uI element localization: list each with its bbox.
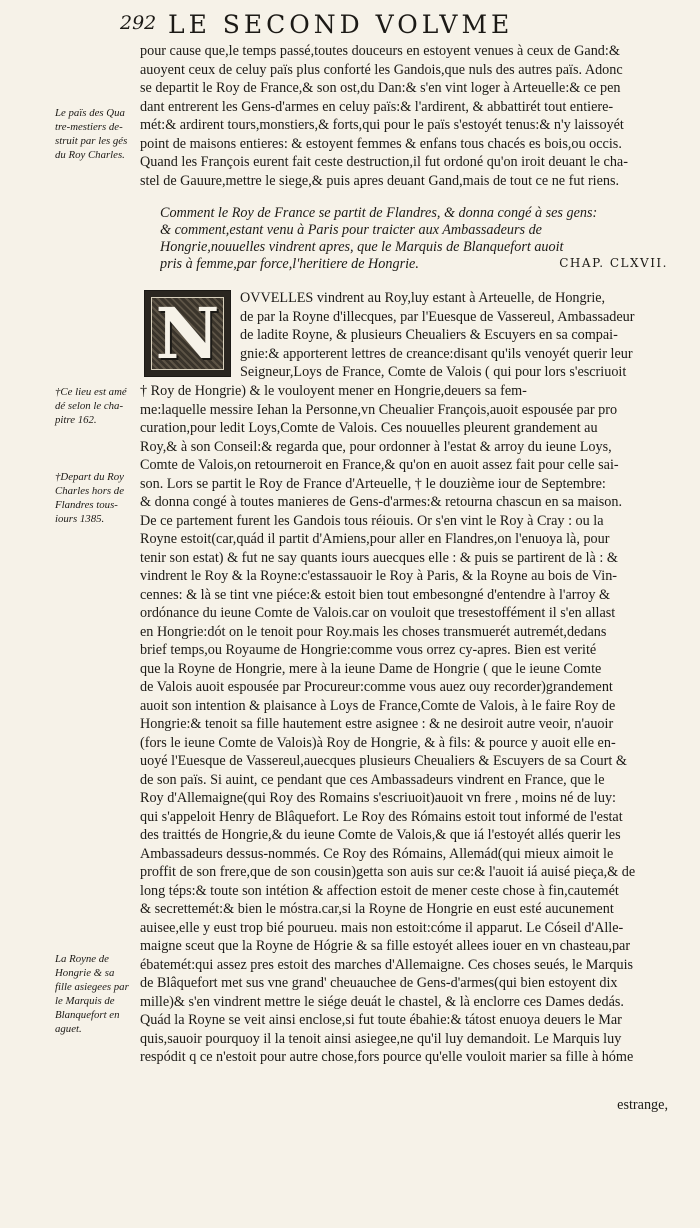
margin-note-line: du Roy Charles. [55,149,125,161]
text-line: Seigneur,Loys de France, Comte de Valois ( qui pour lors s'escriuoit [240,364,627,380]
text-line: des traittés de Hongrie,& du ieune Comte de Valois,& que iá l'estoyét allés querir les [140,827,621,843]
margin-note-line: pitre 162. [55,414,97,426]
margin-note-line: iours 1385. [55,513,105,525]
text-line: ordónance du ieune Comte de Valois.car on vouloit que tresestoffément il s'en allast [140,605,616,621]
text-line: de Valois auoit espousée par Procureur:comme vous auez ouy recorder)grandement [140,679,613,695]
text-line: point de maisons entieres: & estoyent femmes & enfans tous chacés es bois,ou occis. [140,135,622,152]
text-line: Quád la Royne se veit ainsi enclose,si fut toute ébahie:& tátost enuoya deuers le Mar [140,1012,622,1028]
text-line: maigne sceut que la Royne de Hógrie & sa fille estoyét allees iouer en vn chasteau,par [140,938,631,954]
text-line: de ladite Royne, & plusieurs Cheualiers & Escuyers en sa compai- [240,327,618,343]
margin-note-line: †Depart du Roy [55,471,124,483]
margin-note-line: †Ce lieu est amé [55,386,127,398]
text-line: dant entrerent les Gens-d'armes en celuy païs:& l'ardirent, & abbattirét tout entiere- [140,98,614,115]
text-line: mille)& s'en vindrent mettre le siége deuát le chastel, & là enclorre ces Dames dedás. [140,993,624,1010]
chapter-heading-line: Hongrie,nouuelles vindrent apres, que le Marquis de Blanquefort auoit [160,239,564,255]
catchword: estrange, [617,1097,668,1113]
margin-note-line: Le païs des Qua [55,107,125,119]
text-line: pour cause que,le temps passé,toutes douceurs en estoyent venues à ceux de Gand:& [140,43,620,59]
text-line: † Roy de Hongrie) & le vouloyent mener en Hongrie,deuers sa fem- [140,383,527,399]
text-line: vindrent le Roy & la Royne:c'estassauoir le Roy à Paris, & la Royne au bois de Vin- [140,568,618,584]
text-line: Ambassadeurs dessus-nommés. Ce Roy des Rómains, Allemád(qui mieux aimoit le [140,845,614,862]
text-line: qui s'appeloit Henry de Blâquefort. Le Roy des Rómains estoit tout informé de l'estat [140,808,623,825]
text-line: tenir son estat) & fut ne say quants iours auecques elle : & puis se partirent de là : & [140,549,618,566]
margin-note-4 [55,952,135,1036]
text-line: & donna congé à toutes manieres de Gens-d'armes:& retourna chascun en sa maison. [140,494,623,510]
margin-note-3 [55,470,135,526]
text-line: Comte de Valois,on retourneroit en France,& qu'on en auoit assez fait pour celle sai- [140,457,619,473]
body-text-beside-initial [240,289,668,382]
text-line: Roy,& à son Conseil:& regarda que, pour ordonner à l'estat & arroy du ieune Loys, [140,438,612,455]
chapter-heading-line: & comment,estant venu à Paris pour traicter aux Ambassadeurs de [160,222,542,238]
margin-note-line: Flandres tous- [55,499,118,511]
text-line: proffit de son frere,que de son cousin)getta son auis sur ce:& l'auoit iá auisé pieça,& de [140,864,636,880]
text-line: gnie:& apporterent lettres de creance:disant qu'ils venoyét querir leur [240,345,633,362]
chapter-heading-line: pris à femme,par force,l'heritiere de Hongrie. [160,256,419,272]
text-line: auoyent ceux de celuy païs plus conforté les Gandois,que nuls des autres païs. Adonc [140,61,623,78]
body-text-main [140,382,668,1067]
text-line: son. Lors se partit le Roy de France d'Arteuelle, † le douzième iour de Septembre: [140,475,606,492]
text-line: auisee,elle y eust trop bié pourueu. mais non estoit:cóme il apparut. Le Cóseil d'Alle- [140,919,624,936]
text-line: uoyé l'Euesque de Vassereul,auecques plusieurs Cheualiers & Escuyers de sa Court & [140,753,627,769]
text-line: long téps:& toute son intétion & affection estoit de mener ceste chose à fin,cautemét [140,882,619,899]
text-line: mét:& ardirent tours,monstiers,& forts,qui pour le païs s'estoyét tenus:& n'y laissoyét [140,117,624,133]
drop-cap-letter: N [151,297,224,370]
margin-note-line: le Marquis de [55,995,115,1007]
margin-note-line: tre-mestiers de- [55,121,123,133]
text-line: respódit q ce n'estoit pour autre chose,fors pource qu'elle vouloit marier sa fille à hóme [140,1049,634,1065]
text-line: de par la Royne d'illecques, par l'Euesque de Vassereul, Ambassadeur [240,308,635,325]
text-line: & secrettemét:& bien le móstra.car,si la Royne de Hongrie en eust esté aucunement [140,901,614,917]
text-line: cennes: & là se tint vne piéce:& estoit bien tout embesongné d'entendre à l'arroy & [140,586,611,603]
margin-note-line: La Royne de [55,953,109,965]
chapter-heading [160,205,668,273]
margin-note-line: Hongrie & sa [55,967,115,979]
chapter-heading-line: Comment le Roy de France se partit de Flandres, & donna congé à ses gens: [160,205,598,221]
text-line: Hongrie:& tenoit sa fille hautement estre asignee : & ne desiroit autre veoir, n'auoir [140,716,614,732]
text-line: stel de Gauure,mettre le siege,& puis apres deuant Gand,mais de tout ce ne fut riens. [140,172,620,189]
text-line: auoit son intention & plaisance à Loys de France,Comte de Valois, à le faire Roy de [140,697,616,714]
running-head: LE SECOND VOLVME [168,10,514,39]
margin-note-line: aguet. [55,1023,82,1035]
text-line: quis,sauoir pourquoy il la tenoit ainsi asiegee,ne qu'il luy demandoit. Le Marquis luy [140,1030,622,1047]
text-line: Quand les François eurent fait ceste destruction,il fut ordoné qu'on iroit deuant le cha- [140,154,628,170]
text-line: ébatemét:qui assez pres estoit des marches d'Allemaigne. Ces choses seués, le Marquis [140,956,634,973]
text-line: se departit le Roy de France,& son ost,du Dan:& s'en vint loger à Arteuelle:& ce pen [140,80,621,96]
margin-note-line: dé selon le cha- [55,400,124,412]
body-text-top [140,42,668,190]
text-line: OVVELLES vindrent au Roy,luy estant à Arteuelle, de Hongrie, [240,290,606,306]
margin-note-line: Blanquefort en [55,1009,120,1021]
text-line: curation,pour ledit Loys,Comte de Valois. Ces nouuelles pleurent grandement au [140,420,598,436]
margin-note-line: fille asiegees par [55,981,129,993]
page-number: 292 [120,12,157,34]
margin-note-line: Charles hors de [55,485,124,497]
text-line: que la Royne de Hongrie, mere à la ieune Dame de Hongrie ( que le ieune Comte [140,660,602,677]
margin-note-line: struit par les gés [55,135,128,147]
text-line: Roy d'Allemaigne(qui Roy des Romains s'escriuoit)auoit vn frere , moins né de luy: [140,790,616,806]
text-line: (fors le ieune Comte de Valois)à Roy de Hongrie, & à fils: & pource y auoit elle en- [140,734,616,751]
text-line: de son païs. Si auint, ce pendant que ces Ambassadeurs vindrent en France, que le [140,771,605,788]
text-line: de Blâquefort met sus vne grand' cheuauchee de Gens-d'armes(qui bien estoyent dix [140,975,618,991]
decorated-initial [144,290,231,377]
text-line: me:laquelle messire Iehan la Personne,vn Cheualier François,auoit espousée par pro [140,401,618,418]
text-line: Royne estoit(car,quád il partit d'Amiens,pour aller en Flandres,on l'enuoya là, pour [140,531,610,547]
text-line: brief temps,ou Royaume de Hongrie:comme vous orrez cy-apres. Bien est verité [140,642,597,658]
text-line: en Hongrie:dót on le tenoit pour Roy.mais les choses transmuerét autremét,dedans [140,623,607,640]
chapter-label: CHAP. CLXVII. [559,256,668,270]
margin-note-1 [55,106,135,162]
text-line: De ce partement furent les Gandois tous réiouis. Or s'en vint le Roy à Cray : ou la [140,512,604,529]
page-header [120,12,680,38]
margin-note-2 [55,385,135,427]
